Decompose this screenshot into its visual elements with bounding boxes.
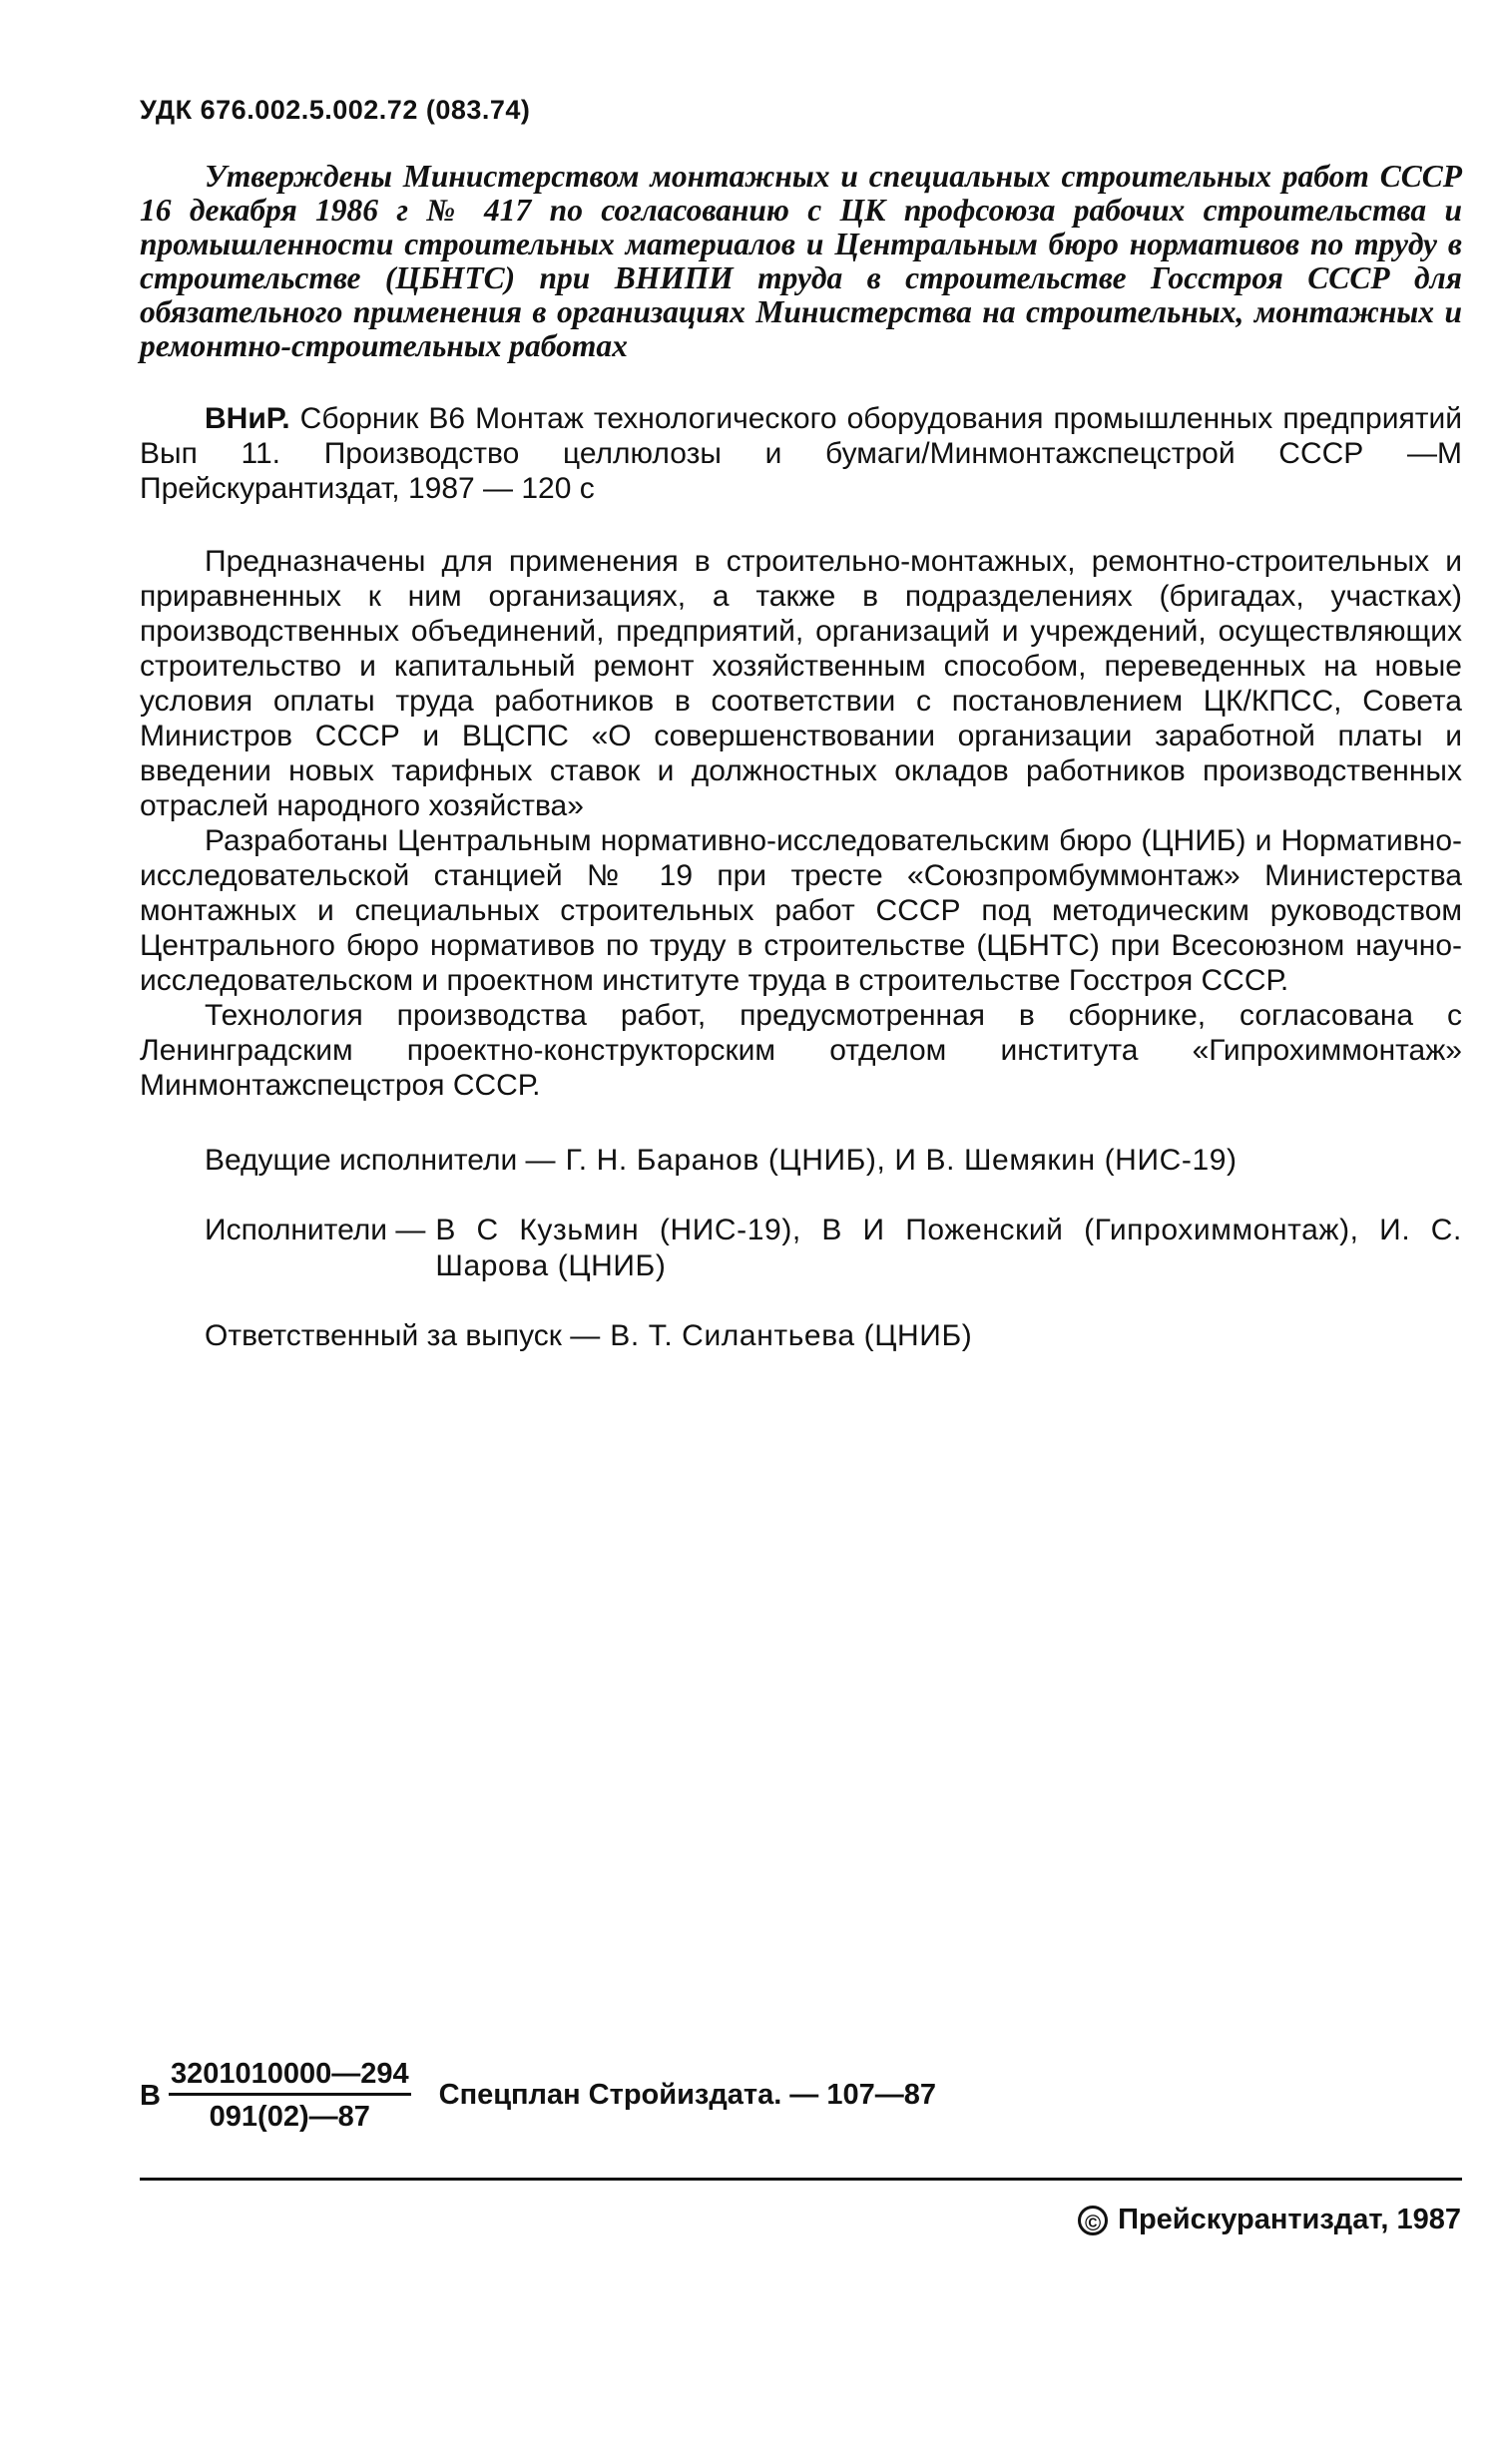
responsible-editor <box>205 1318 1462 1354</box>
code-denominator: 091(02)—87 <box>209 2101 370 2133</box>
responsible-editor-names: В. Т. Силантьева (ЦНИБ) <box>610 1319 973 1352</box>
document-page <box>140 95 1462 1388</box>
code-numerator: 3201010000—294 <box>169 2059 411 2096</box>
bibliographic-citation <box>140 401 1462 506</box>
developers-paragraph: Разработаны Центральным нормативно-исследовательским бюро (ЦНИБ) и Нормативно-исследовательской станцией № 19 при тресте «Союзпромбуммонтаж» Министерства монтажных и специальных строительных работ СССР под методическим руководством Центрального бюро нормативов по труду в строительстве (ЦБНТС) при Всесоюзном научно-исследовательском и проектном институте труда в строительстве Госстроя СССР. <box>140 824 1462 997</box>
lead-performers-label: Ведущие исполнители — <box>205 1144 556 1177</box>
approval-text: Утверждены Министерством монтажных и специальных строительных работ СССР 16 декабря 1986 г № 417 по согласованию с ЦК профсоюза рабочих строительства и промышленности строительных материалов и Центральным бюро нормативов по труду в строительстве (ЦБНТС) при ВНИПИ труда в строительстве Госстроя СССР для обязательного применения в организациях Министерства на строительных, монтажных и ремонтно-строительных работах <box>140 159 1462 363</box>
citation-text: Сборник В6 Монтаж технологического оборудования промышленных предприятий Вып 11. Производство целлюлозы и бумаги/Минмонтажспецстрой СССР —М Прейскурантиздат, 1987 — 120 с <box>140 402 1462 505</box>
copyright-text: Прейскурантиздат, 1987 <box>1118 2204 1461 2235</box>
code-letter: В <box>140 2080 161 2112</box>
performers <box>205 1213 1462 1284</box>
lead-performers-names: Г. Н. Баранов (ЦНИБ), И В. Шемякин (НИС-19) <box>565 1144 1238 1177</box>
performers-names: В С Кузьмин (НИС-19), В И Поженский (Гипрохиммонтаж), И. С. Шарова (ЦНИБ) <box>435 1214 1462 1282</box>
credits-section <box>140 1143 1462 1354</box>
publication-code <box>140 2059 936 2132</box>
technology-paragraph: Технология производства работ, предусмотренная в сборнике, согласована с Ленинградским проектно-конструкторским отделом института «Гипрохиммонтаж» Минмонтажспецстроя СССР. <box>140 999 1462 1102</box>
code-fraction <box>169 2059 411 2132</box>
publication-plan: Спецплан Стройиздата. — 107—87 <box>438 2079 937 2111</box>
citation-abbreviation: ВНиР. <box>205 402 290 435</box>
udk-code: УДК 676.002.5.002.72 (083.74) <box>140 95 531 125</box>
responsible-editor-label: Ответственный за выпуск — <box>205 1319 601 1352</box>
approval-statement <box>140 160 1462 363</box>
performers-label: Исполнители — <box>205 1214 426 1246</box>
purpose-paragraph: Предназначены для применения в строительно-монтажных, ремонтно-строительных и приравненных к ним организациях, а также в подразделениях (бригадах, участках) производственных объединений, предприятий, организаций и учреждений, осуществляющих строительство и капитальный ремонт хозяйственным способом, переведенных на новые условия оплаты труда работников в соответствии с постановлением ЦК/КПСС, Совета Министров СССР и ВЦСПС «О совершенствовании организации заработной платы и введении новых тарифных ставок и должностных окладов работников производственных отраслей народного хозяйства» <box>140 545 1462 822</box>
copyright-icon: © <box>1078 2206 1108 2235</box>
footer-divider <box>140 2178 1462 2181</box>
lead-performers <box>205 1143 1462 1179</box>
copyright-line <box>1078 2204 1461 2236</box>
